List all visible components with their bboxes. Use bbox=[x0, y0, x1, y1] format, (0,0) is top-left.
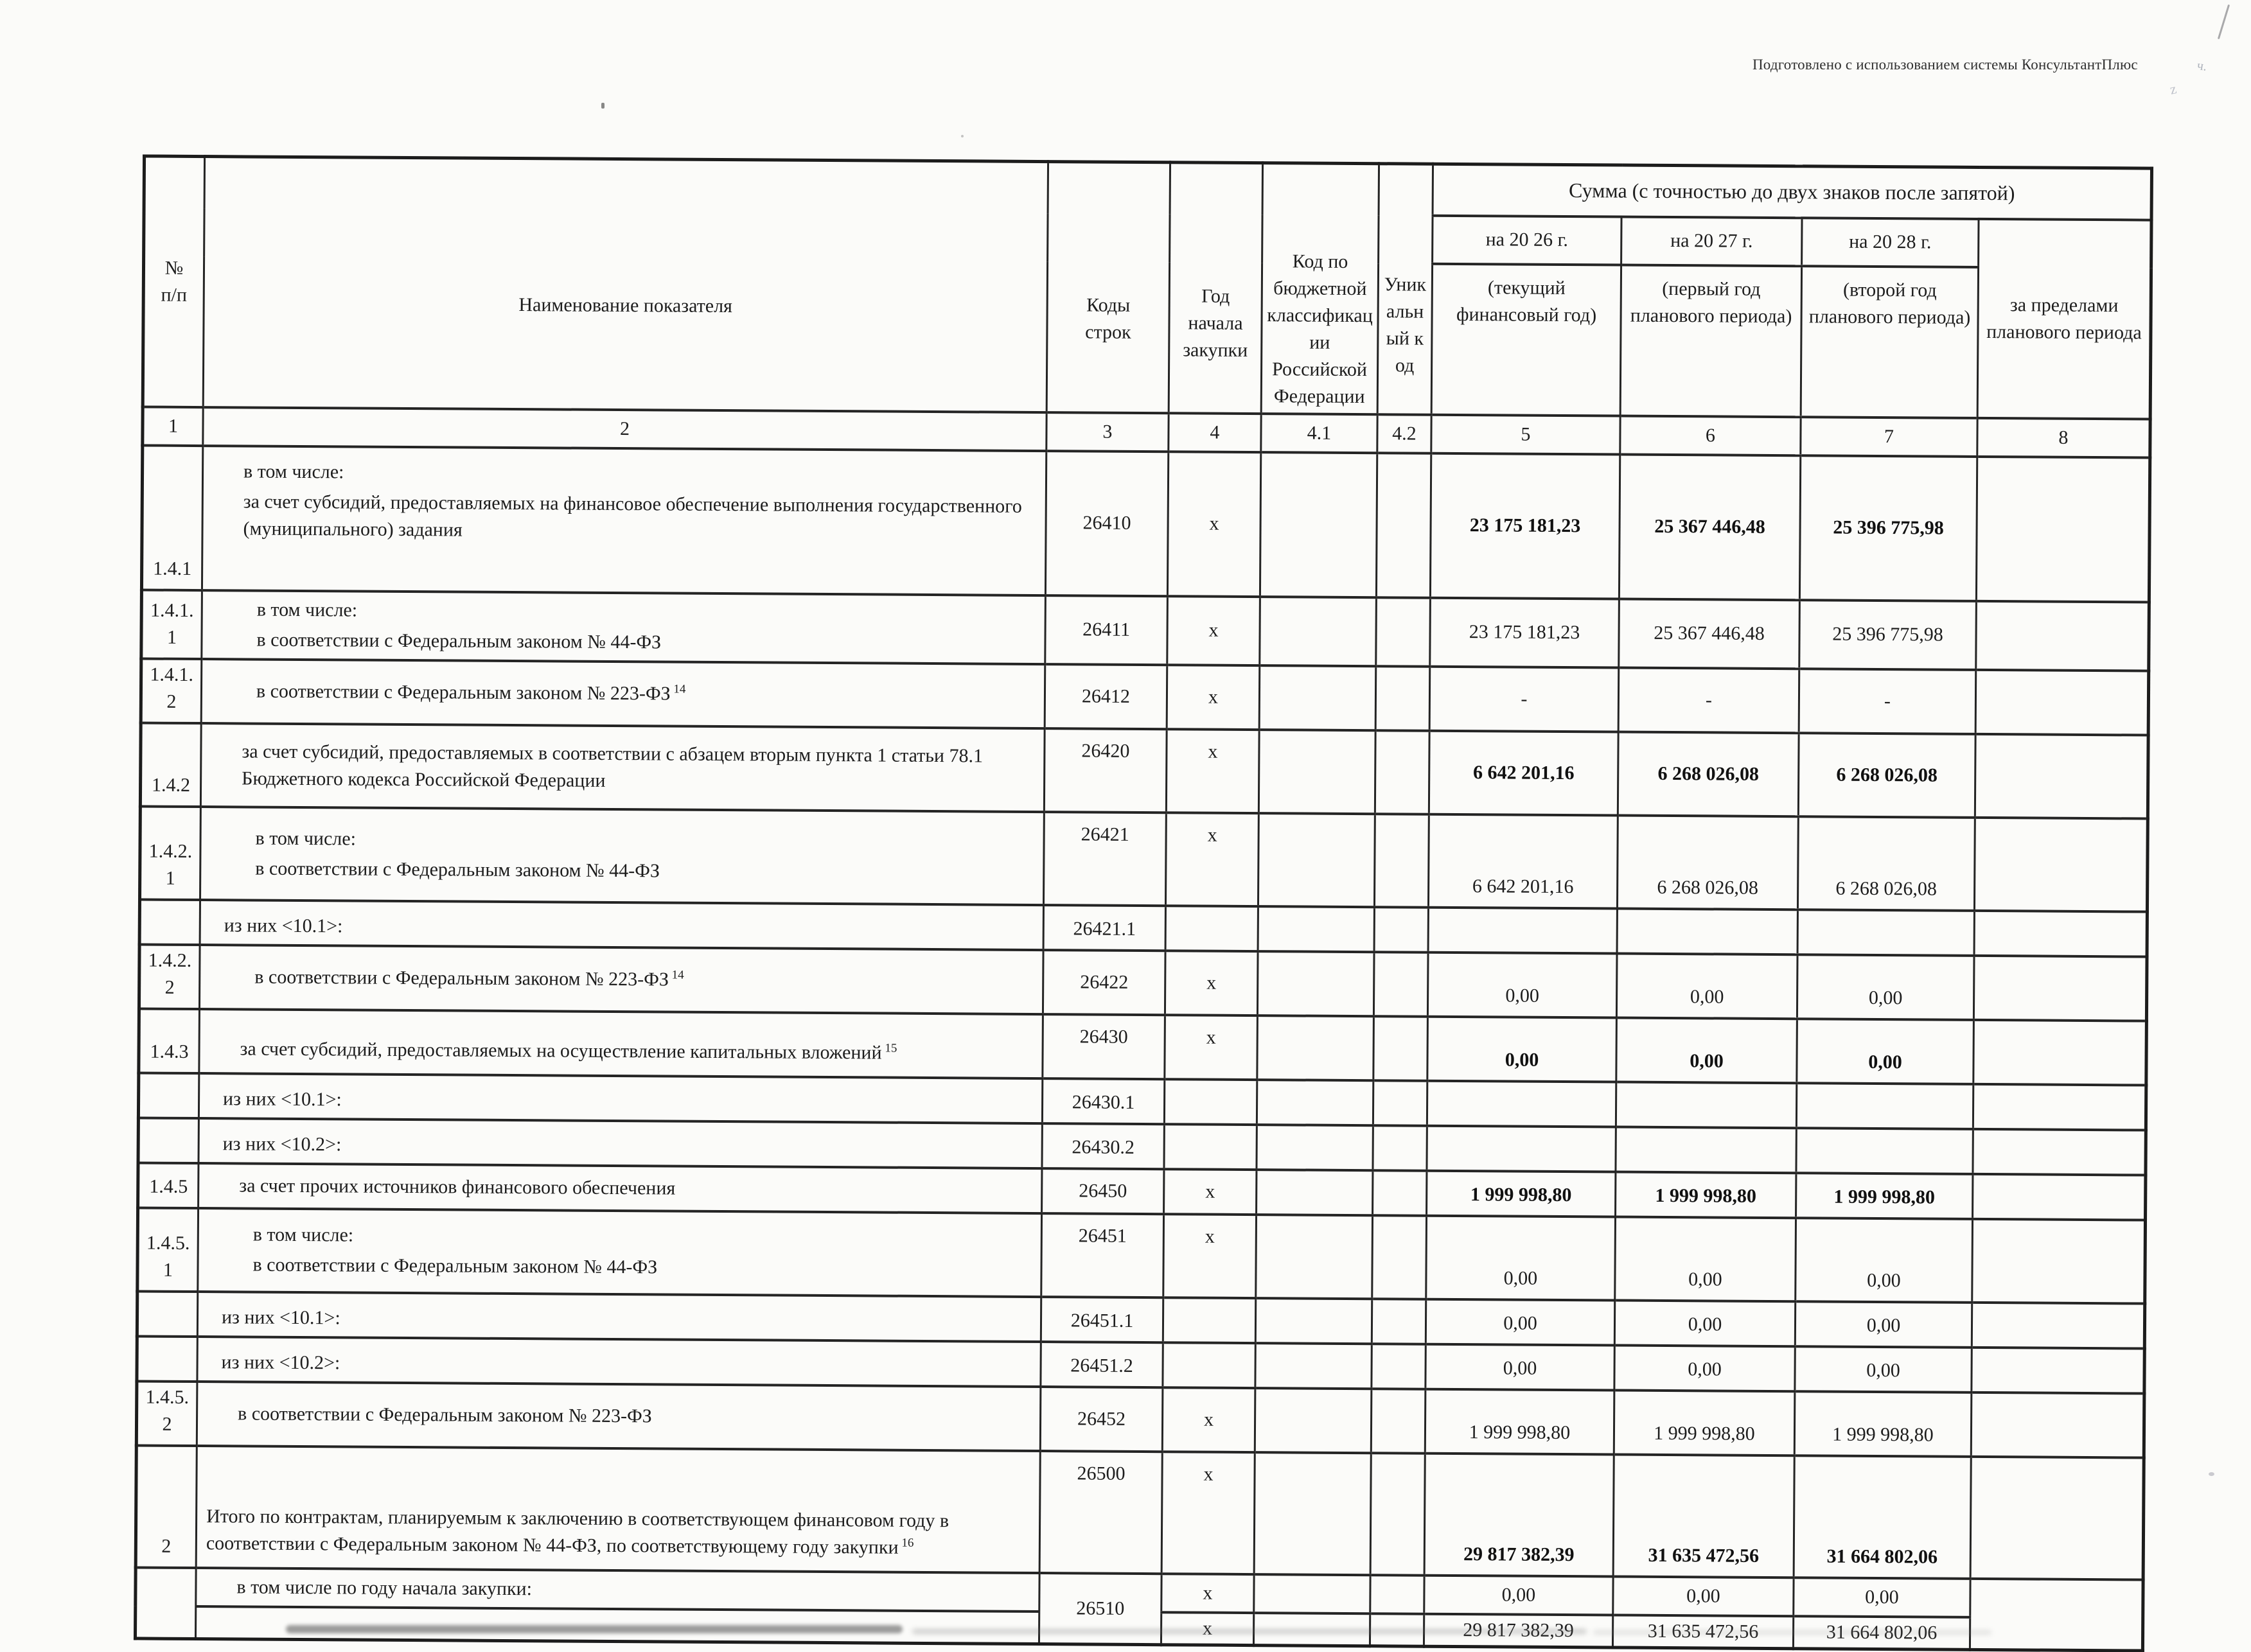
beyond-period-cell bbox=[1975, 734, 2148, 818]
row-number-cell: 1.4.1.1 bbox=[141, 590, 202, 659]
unique-code-cell bbox=[1374, 814, 1429, 908]
beyond-period-cell bbox=[1974, 817, 2148, 911]
line-code-cell: 26430.2 bbox=[1042, 1123, 1164, 1169]
purchase-year-cell: x bbox=[1161, 1574, 1254, 1613]
line-code-cell: 26420 bbox=[1044, 728, 1167, 813]
bkk-code-cell bbox=[1260, 597, 1377, 666]
line-code-cell: 26421 bbox=[1043, 812, 1166, 906]
indicator-name-text: за счет прочих источников финансового обеспечения bbox=[239, 1174, 676, 1199]
sum-2026-cell: 23 175 181,23 bbox=[1430, 597, 1620, 667]
row-number-cell: 1.4.2 bbox=[140, 723, 201, 807]
sum-2028-cell: 6 268 026,08 bbox=[1797, 816, 1975, 911]
row-number-cell: 1.4.2.1 bbox=[140, 806, 201, 900]
sum-2028-cell: 0,00 bbox=[1795, 1346, 1972, 1393]
indicator-name-line bbox=[201, 1503, 1030, 1562]
purchase-year-cell: x bbox=[1165, 813, 1258, 906]
colnum-1: 1 bbox=[143, 407, 203, 446]
sum-2027-cell: - bbox=[1618, 667, 1799, 733]
colnum-6: 6 bbox=[1620, 416, 1801, 455]
col-header-unique-code: Уникальный код bbox=[1377, 164, 1433, 415]
line-code-cell: 26450 bbox=[1042, 1168, 1164, 1214]
sum-2026-cell: 0,00 bbox=[1426, 1344, 1614, 1390]
purchase-year-cell bbox=[1163, 1342, 1255, 1388]
sum-2027-cell: 0,00 bbox=[1614, 1345, 1795, 1391]
sum-2026-cell bbox=[1427, 1125, 1616, 1172]
indicator-name-line bbox=[204, 1130, 1032, 1163]
indicator-name-cell bbox=[199, 1073, 1042, 1123]
indicator-name-text: из них <10.1>: bbox=[223, 1087, 342, 1110]
row-number-cell: 1.4.5.2 bbox=[136, 1381, 197, 1446]
unique-code-cell bbox=[1372, 1344, 1426, 1389]
colnum-8: 8 bbox=[1977, 417, 2150, 457]
line-code-cell: 26451.1 bbox=[1041, 1297, 1163, 1342]
purchase-year-cell bbox=[1164, 1124, 1257, 1170]
document-page bbox=[134, 154, 2150, 1652]
procurement-plan-table bbox=[134, 154, 2153, 1652]
beyond-period-cell bbox=[1971, 1392, 2144, 1457]
colnum-7: 7 bbox=[1801, 417, 1977, 457]
indicator-name-line bbox=[202, 1304, 1031, 1336]
beyond-period-cell bbox=[1975, 669, 2149, 735]
table-row bbox=[136, 1445, 2144, 1579]
beyond-period-cell bbox=[1972, 1302, 2144, 1348]
bkk-code-cell bbox=[1253, 1613, 1370, 1646]
sum-2027-cell: 6 268 026,08 bbox=[1618, 732, 1799, 816]
indicator-name-line bbox=[205, 825, 1034, 857]
sum-2026-cell: 6 642 201,16 bbox=[1428, 814, 1618, 908]
sum-2027-cell: 0,00 bbox=[1615, 1217, 1796, 1301]
colnum-5: 5 bbox=[1431, 414, 1620, 454]
colnum-3: 3 bbox=[1046, 412, 1169, 452]
col-subheader-first-plan-year: (первый год планового периода) bbox=[1620, 265, 1801, 417]
indicator-name-cell bbox=[200, 900, 1043, 950]
indicator-name-text: из них <10.1>: bbox=[224, 914, 343, 936]
sum-2027-cell: 25 367 446,48 bbox=[1619, 454, 1800, 600]
col-header-year-2026: на 20 26 г. bbox=[1433, 215, 1621, 265]
col-header-purchase-start-year: Год начала закупки bbox=[1169, 163, 1262, 414]
footnote-ref: 14 bbox=[668, 968, 684, 982]
unique-code-cell bbox=[1373, 1170, 1427, 1216]
footnote-ref: 15 bbox=[881, 1041, 897, 1055]
indicator-name-line bbox=[206, 738, 1034, 797]
table-row bbox=[139, 1008, 2147, 1085]
unique-code-cell bbox=[1371, 1389, 1426, 1454]
beyond-period-cell bbox=[1972, 1218, 2146, 1303]
indicator-name-cell bbox=[196, 1568, 1039, 1612]
col-header-budget-classification-code: Код по бюджетной классификации Российской Федерации bbox=[1261, 163, 1379, 414]
beyond-period-cell bbox=[1973, 1084, 2146, 1130]
header-row-1 bbox=[144, 156, 2151, 220]
sum-2026-cell: - bbox=[1429, 666, 1619, 732]
indicator-name-text: в соответствии с Федеральным законом № 223-ФЗ bbox=[254, 966, 669, 990]
indicator-name-line bbox=[207, 596, 1036, 628]
scan-artifact-slash bbox=[2218, 4, 2230, 39]
sum-2027-cell bbox=[1616, 1082, 1796, 1128]
colnum-4-1: 4.1 bbox=[1261, 414, 1377, 453]
line-code-cell: 26430.1 bbox=[1042, 1078, 1164, 1124]
table-row bbox=[140, 723, 2148, 818]
footnote-ref: 14 bbox=[670, 682, 686, 696]
indicator-name-cell bbox=[202, 590, 1046, 664]
indicator-name-cell bbox=[197, 1382, 1041, 1451]
sum-2026-cell: 0,00 bbox=[1426, 1299, 1614, 1345]
sum-2026-cell bbox=[1427, 1080, 1616, 1127]
sum-2028-cell: 0,00 bbox=[1794, 1577, 1970, 1617]
unique-code-cell bbox=[1376, 453, 1431, 598]
sum-2026-cell: 29 817 382,39 bbox=[1424, 1613, 1612, 1647]
row-number-cell: 1.4.1 bbox=[141, 445, 202, 590]
indicator-name-text: в соответствии с Федеральным законом № 223-ФЗ bbox=[256, 680, 671, 705]
indicator-name-text: в соответствии с Федеральным законом № 44-ФЗ bbox=[255, 857, 660, 881]
row-number-cell: 1.4.2.2 bbox=[139, 944, 200, 1009]
bkk-code-cell bbox=[1258, 730, 1375, 814]
col-header-indicator-name: Наименование показателя bbox=[203, 157, 1048, 412]
indicator-name-line bbox=[205, 855, 1034, 887]
sum-2027-cell: 6 268 026,08 bbox=[1617, 815, 1798, 909]
bkk-code-cell bbox=[1257, 951, 1374, 1016]
line-code-cell: 26451 bbox=[1041, 1213, 1164, 1297]
purchase-year-cell: x bbox=[1164, 1169, 1257, 1215]
purchase-year-cell: x bbox=[1162, 1387, 1255, 1452]
row-number-cell bbox=[137, 1336, 197, 1382]
line-code-cell: 26430 bbox=[1043, 1014, 1165, 1079]
row-number-cell: 1.4.5 bbox=[138, 1163, 199, 1208]
sum-2026-cell bbox=[1428, 907, 1617, 953]
indicator-name-cell bbox=[201, 659, 1045, 728]
indicator-name-line bbox=[205, 912, 1034, 944]
sum-2027-cell: 0,00 bbox=[1616, 1017, 1797, 1083]
row-number-cell: 1.4.5.1 bbox=[137, 1208, 199, 1292]
bkk-code-cell bbox=[1257, 1015, 1374, 1080]
bkk-code-cell bbox=[1258, 813, 1375, 907]
indicator-name-cell bbox=[196, 1446, 1040, 1573]
sum-2028-cell: 31 664 802,06 bbox=[1794, 1455, 1971, 1579]
bkk-code-cell bbox=[1256, 1215, 1373, 1299]
line-code-cell: 26452 bbox=[1040, 1387, 1163, 1452]
purchase-year-cell bbox=[1163, 1297, 1255, 1343]
bkk-code-cell bbox=[1257, 1125, 1373, 1170]
footnote-ref: 16 bbox=[898, 1536, 914, 1550]
unique-code-cell bbox=[1373, 1125, 1427, 1171]
beyond-period-cell bbox=[1970, 1456, 2144, 1579]
indicator-name-cell bbox=[198, 1208, 1042, 1297]
beyond-period-cell bbox=[1973, 1019, 2147, 1085]
row-number-cell: 2 bbox=[136, 1445, 197, 1568]
table-row bbox=[139, 944, 2147, 1021]
bkk-code-cell bbox=[1254, 1452, 1371, 1575]
table-row bbox=[136, 1381, 2144, 1457]
indicator-name-cell bbox=[200, 723, 1045, 812]
unique-code-cell bbox=[1373, 952, 1428, 1017]
sum-2026-cell: 1 999 998,80 bbox=[1425, 1389, 1614, 1454]
sum-2028-cell bbox=[1796, 1128, 1973, 1174]
row-number-cell: 1.4.3 bbox=[139, 1008, 200, 1073]
sum-2028-cell: 0,00 bbox=[1795, 1301, 1972, 1348]
indicator-name-line bbox=[207, 488, 1036, 547]
colnum-4-2: 4.2 bbox=[1377, 414, 1431, 453]
indicator-name-text: за счет субсидий, предоставляемых на финансовое обеспечение выполнения государственного (муниципального) задания bbox=[243, 490, 1022, 541]
sum-2028-cell: 31 664 802,06 bbox=[1793, 1616, 1970, 1649]
indicator-name-text: в том числе: bbox=[255, 827, 357, 850]
table-row bbox=[141, 590, 2149, 671]
bkk-code-cell bbox=[1255, 1298, 1372, 1344]
col-header-year-2027: на 20 27 г. bbox=[1621, 216, 1802, 266]
beyond-period-cell bbox=[1973, 1129, 2146, 1175]
purchase-year-cell: x bbox=[1166, 729, 1259, 813]
purchase-year-cell: x bbox=[1165, 1015, 1258, 1080]
indicator-name-line bbox=[206, 678, 1035, 710]
beyond-period-cell bbox=[1970, 1578, 2143, 1650]
beyond-period-cell bbox=[1976, 456, 2149, 602]
bkk-code-cell bbox=[1254, 1574, 1370, 1613]
purchase-year-cell: x bbox=[1167, 665, 1260, 730]
consultantplus-watermark: Подготовлено с использованием системы КонсультантПлюс bbox=[1752, 57, 2138, 73]
table-row bbox=[141, 445, 2149, 602]
sum-2026-cell: 23 175 181,23 bbox=[1430, 453, 1620, 599]
row-number-cell bbox=[137, 1291, 197, 1337]
sum-2027-cell: 0,00 bbox=[1616, 953, 1797, 1019]
sum-2027-cell: 25 367 446,48 bbox=[1619, 599, 1800, 669]
indicator-name-line bbox=[200, 1574, 1029, 1606]
scan-artifact-speck bbox=[961, 135, 964, 137]
scan-artifact-speck bbox=[601, 103, 605, 109]
indicator-name-line bbox=[202, 1251, 1031, 1283]
indicator-name-line bbox=[207, 458, 1036, 490]
bkk-code-cell bbox=[1260, 452, 1377, 597]
indicator-name-cell bbox=[199, 945, 1043, 1014]
indicator-name-text: из них <10.2>: bbox=[222, 1132, 342, 1155]
sum-2026-cell: 29 817 382,39 bbox=[1424, 1453, 1614, 1576]
col-header-beyond-plan-period: за пределами планового периода bbox=[1977, 218, 2151, 419]
line-code-cell: 26500 bbox=[1039, 1451, 1162, 1574]
indicator-name-cell bbox=[197, 1337, 1041, 1387]
unique-code-cell bbox=[1376, 597, 1431, 667]
line-code-cell: 26412 bbox=[1045, 664, 1167, 729]
scan-artifact-mark: ч. bbox=[2196, 58, 2208, 74]
indicator-name-line bbox=[204, 963, 1033, 996]
sum-2026-cell: 0,00 bbox=[1426, 1215, 1616, 1300]
bkk-code-cell bbox=[1259, 665, 1376, 730]
indicator-name-text: за счет субсидий, предоставляемых на осуществление капитальных вложений bbox=[240, 1037, 882, 1064]
purchase-year-cell bbox=[1165, 906, 1258, 951]
indicator-name-line bbox=[202, 1400, 1030, 1432]
col-subheader-second-plan-year: (второй год планового периода) bbox=[1801, 266, 1978, 418]
indicator-name-cell bbox=[202, 446, 1046, 595]
sum-2028-cell bbox=[1796, 1083, 1973, 1129]
sum-2027-cell: 31 635 472,56 bbox=[1613, 1454, 1794, 1577]
sum-2027-cell: 1 999 998,80 bbox=[1614, 1390, 1795, 1455]
unique-code-cell bbox=[1375, 730, 1429, 814]
indicator-name-text: в соответствии с Федеральным законом № 44-ФЗ bbox=[256, 629, 662, 653]
sum-2026-cell: 0,00 bbox=[1427, 1016, 1617, 1082]
scan-artifact-mark: z bbox=[2168, 80, 2178, 98]
colnum-4: 4 bbox=[1169, 413, 1261, 452]
sum-2026-cell: 0,00 bbox=[1424, 1575, 1613, 1615]
purchase-year-cell: x bbox=[1167, 596, 1260, 665]
unique-code-cell bbox=[1372, 1299, 1426, 1344]
table-header bbox=[143, 156, 2152, 457]
beyond-period-cell bbox=[1976, 601, 2149, 671]
bkk-code-cell bbox=[1257, 1080, 1373, 1125]
purchase-year-cell: x bbox=[1167, 452, 1260, 597]
unique-code-cell bbox=[1374, 907, 1428, 953]
indicator-name-text: за счет субсидий, предоставляемых в соответствии с абзацем вторым пункта 1 статьи 78.1 Бюджетного кодекса Российской Федерации bbox=[242, 740, 984, 791]
sum-2028-cell: 1 999 998,80 bbox=[1796, 1173, 1973, 1219]
colnum-2: 2 bbox=[203, 407, 1046, 451]
table-row bbox=[137, 1208, 2146, 1303]
col-subheader-current-year: (текущий финансовый год) bbox=[1431, 263, 1621, 416]
sum-2027-cell bbox=[1617, 908, 1797, 954]
sum-2028-cell: 1 999 998,80 bbox=[1794, 1391, 1972, 1457]
indicator-name-text: в том числе по году начала закупки: bbox=[236, 1576, 533, 1599]
line-code-cell: 26410 bbox=[1045, 451, 1168, 596]
sum-2026-cell: 1 999 998,80 bbox=[1427, 1170, 1616, 1217]
line-code-cell: 26422 bbox=[1043, 950, 1165, 1015]
indicator-name-cell bbox=[197, 1292, 1041, 1342]
beyond-period-cell bbox=[1972, 1347, 2144, 1393]
sum-2028-cell bbox=[1797, 909, 1974, 956]
row-number-cell bbox=[138, 1118, 199, 1163]
bkk-code-cell bbox=[1255, 1343, 1372, 1389]
col-header-row-number: № п/п bbox=[143, 156, 204, 407]
sum-2027-cell: 0,00 bbox=[1613, 1576, 1794, 1616]
purchase-year-cell: x bbox=[1165, 951, 1258, 1015]
line-code-cell: 26421.1 bbox=[1043, 905, 1165, 951]
indicator-name-text: в том числе: bbox=[243, 460, 344, 482]
unique-code-cell bbox=[1370, 1575, 1424, 1614]
bkk-code-cell bbox=[1255, 1388, 1372, 1453]
indicator-name-cell bbox=[200, 807, 1045, 905]
line-code-cell: 26451.2 bbox=[1041, 1342, 1163, 1387]
line-code-cell: 26411 bbox=[1045, 595, 1168, 665]
sum-2026-cell: 0,00 bbox=[1427, 952, 1617, 1017]
unique-code-cell bbox=[1373, 1080, 1427, 1126]
sum-2026-cell: 6 642 201,16 bbox=[1429, 730, 1618, 815]
indicator-name-line bbox=[206, 626, 1035, 658]
indicator-name-cell bbox=[199, 1118, 1042, 1168]
sum-2027-cell bbox=[1616, 1127, 1796, 1173]
sum-2028-cell: 0,00 bbox=[1797, 1019, 1974, 1084]
sum-2028-cell: 6 268 026,08 bbox=[1798, 733, 1975, 818]
col-header-sum-title: Сумма (с точностью до двух знаков после запятой) bbox=[1433, 164, 2151, 220]
sum-2028-cell: - bbox=[1799, 669, 1976, 734]
unique-code-cell bbox=[1375, 666, 1430, 731]
purchase-year-cell: x bbox=[1161, 1452, 1255, 1574]
indicator-name-line bbox=[203, 1221, 1032, 1253]
row-number-cell bbox=[139, 899, 200, 945]
col-header-year-2028: на 20 28 г. bbox=[1802, 218, 1979, 267]
sum-2027-cell: 0,00 bbox=[1614, 1300, 1795, 1346]
table-body bbox=[135, 445, 2149, 1651]
unique-code-cell bbox=[1370, 1453, 1425, 1576]
table-row bbox=[140, 806, 2148, 911]
bkk-code-cell bbox=[1257, 1170, 1373, 1215]
indicator-name-text: в соответствии с Федеральным законом № 44-ФЗ bbox=[252, 1254, 658, 1278]
indicator-name-text: из них <10.2>: bbox=[221, 1351, 340, 1373]
indicator-name-text: в том числе: bbox=[256, 599, 358, 621]
col-header-line-codes: Коды строк bbox=[1046, 162, 1170, 413]
unique-code-cell bbox=[1370, 1613, 1424, 1646]
sum-2028-cell: 0,00 bbox=[1797, 954, 1974, 1020]
indicator-name-line bbox=[203, 1172, 1032, 1204]
line-code-cell: 26510 bbox=[1039, 1573, 1161, 1645]
scan-artifact-speck bbox=[2209, 1472, 2214, 1476]
row-number-cell bbox=[138, 1073, 199, 1118]
beyond-period-cell bbox=[1974, 910, 2147, 956]
indicator-name-line bbox=[202, 1349, 1030, 1381]
row-number-cell bbox=[135, 1567, 196, 1639]
indicator-name-text: в соответствии с Федеральным законом № 223-ФЗ bbox=[238, 1402, 652, 1427]
bkk-code-cell bbox=[1258, 906, 1374, 952]
indicator-name-text: Итого по контрактам, планируемым к заключению в соответствующем финансовом году в соответствии с Федеральным законом № 44-ФЗ, по соответствующему году закупки bbox=[206, 1505, 949, 1558]
sum-2028-cell: 25 396 775,98 bbox=[1799, 600, 1977, 670]
sum-2027-cell: 31 635 472,56 bbox=[1612, 1615, 1793, 1648]
indicator-name-line bbox=[204, 1035, 1032, 1068]
purchase-year-cell bbox=[1164, 1079, 1257, 1125]
beyond-period-cell bbox=[1973, 955, 2147, 1021]
indicator-name-text: из них <10.1>: bbox=[221, 1306, 340, 1328]
beyond-period-cell bbox=[1973, 1173, 2146, 1220]
row-number-cell: 1.4.1.2 bbox=[141, 658, 202, 723]
sum-2028-cell: 0,00 bbox=[1796, 1218, 1973, 1303]
purchase-year-cell: x bbox=[1161, 1612, 1253, 1645]
sum-2027-cell: 1 999 998,80 bbox=[1616, 1172, 1796, 1218]
indicator-name-cell bbox=[199, 1163, 1042, 1213]
indicator-name-line bbox=[204, 1085, 1032, 1118]
unique-code-cell bbox=[1372, 1215, 1427, 1299]
indicator-name-cell bbox=[199, 1009, 1043, 1078]
unique-code-cell bbox=[1373, 1016, 1428, 1081]
indicator-name-cell bbox=[195, 1606, 1039, 1644]
sum-2028-cell: 25 396 775,98 bbox=[1799, 455, 1977, 601]
indicator-name-text: в том числе: bbox=[252, 1224, 354, 1246]
table-row bbox=[141, 658, 2149, 735]
purchase-year-cell: x bbox=[1163, 1214, 1257, 1298]
